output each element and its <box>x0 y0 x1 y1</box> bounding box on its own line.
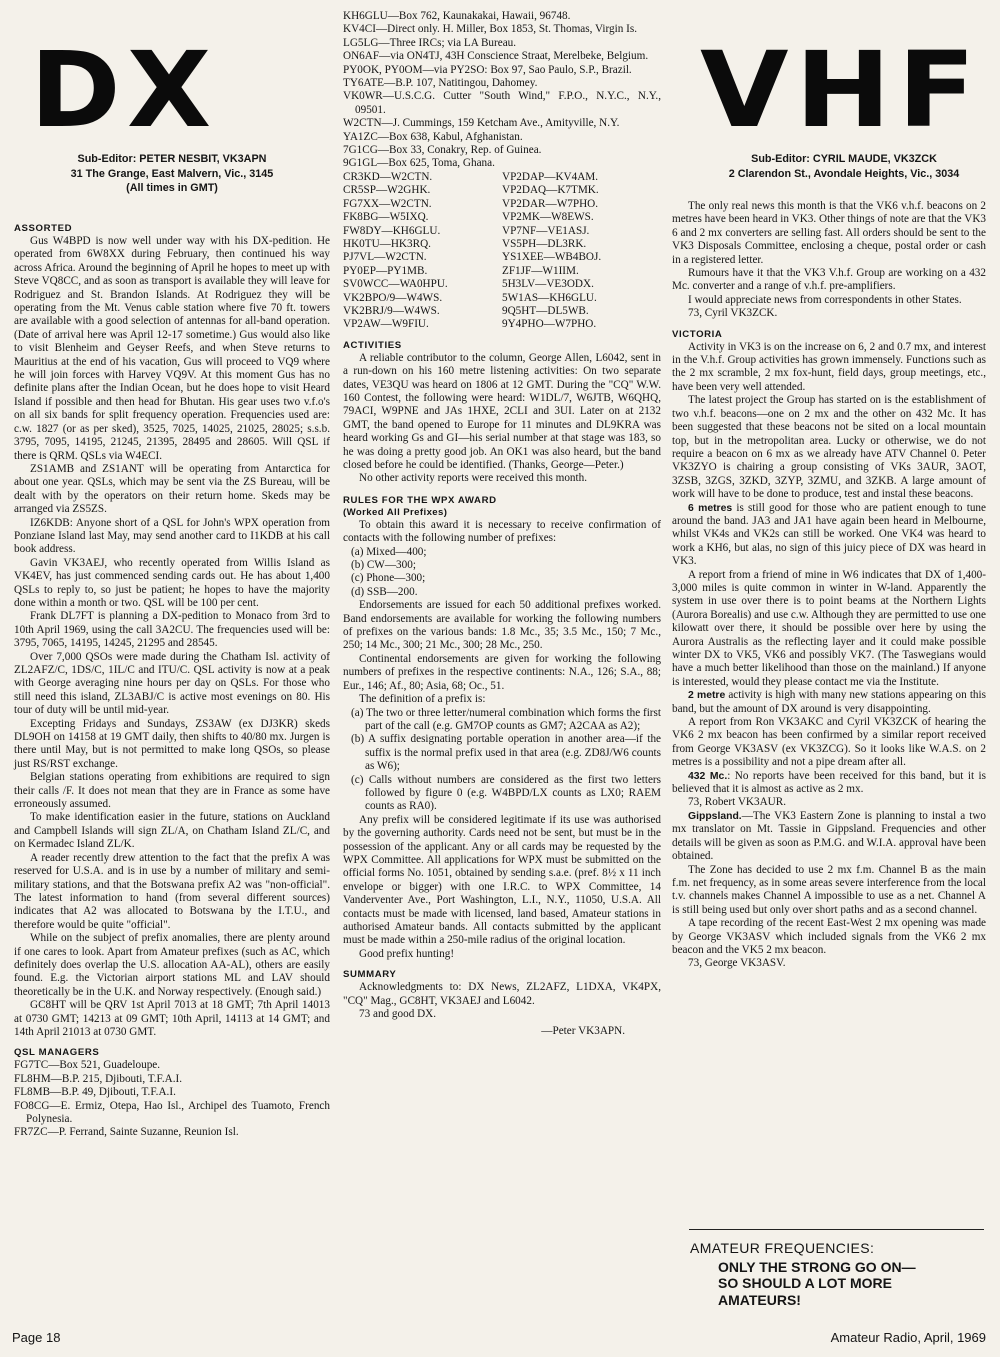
paragraph: A tape recording of the recent East-West 2 mx opening was made by George VK3ASV which included signals from the VK6 2 mx beacon and the VK5 2 mx beacon. <box>672 917 986 956</box>
paragraph: Endorsements are issued for each 50 additional prefixes worked. Band endorsements are available for working the following numbers of prefixes on the various bands: 1.8 Mc., 35; 3.5 Mc., 150; 7 Mc., 250; 14 Mc., 300; 21 Mc., 300; 28 Mc., 250. <box>343 599 661 652</box>
wpx-list-item: (d) SSB—200. <box>351 585 418 598</box>
qsl-pair-right: VP2DAP—KV4AM. <box>502 170 599 183</box>
paragraph: Gavin VK3AEJ, who recently operated from Willis Island as VK4EV, has just commenced sending cards out. He has about 1,400 QSLs to reply to, so just be patient; he hopes to have the majority done within a month or two. QSL will be 100 per cent. <box>14 556 330 609</box>
assorted-heading: ASSORTED <box>14 223 73 234</box>
qsl-pair-row <box>343 225 661 238</box>
qsl-pair-row <box>343 251 661 264</box>
paragraph: The Zone has decided to use 2 mx f.m. Channel B as the main f.m. net frequency, as in some areas severe interference from the local t.v. channels makes Channel A impossible to use as a net. Channel A is still being used but only over short paths and as a second channel. <box>672 863 986 916</box>
qsl-pair-row <box>343 265 661 278</box>
vhf-column <box>672 200 986 971</box>
paragraph: The only real news this month is that the VK6 v.h.f. beacons on 2 metres have been heard in VK3. Other things of note are that the VK3 6 and 2 mx converters are selling fast. All orders should be sent to the VK3 Disposals Committee, enclosing a cheque, postal order or cash in a registered letter. <box>672 200 986 266</box>
paragraph: A report from Ron VK3AKC and Cyril VK3ZCK of hearing the VK6 2 mx beacon has been confirmed by a similar report received from George VK3ASV (ex VK3ZCG). So it looks like W.A.S. on 2 metres is a possibility and not a pipe dream after all. <box>672 716 986 769</box>
notice-line: AMATEURS! <box>718 1291 801 1308</box>
notice-body <box>690 1259 990 1309</box>
paragraph: The definition of a prefix is: <box>359 693 486 706</box>
paragraph: Rumours have it that the VK3 V.h.f. Group are working on a 432 Mc. converter and a range of v.h.f. pre-amplifiers. <box>672 267 986 293</box>
notice-heading: AMATEUR FREQUENCIES: <box>690 1240 875 1256</box>
qsl-pair-row <box>343 278 661 291</box>
qsl-entry: FR7ZC—P. Ferrand, Sainte Suzanne, Reunion Isl. <box>14 1126 239 1139</box>
wpx-definition: (c) Calls without numbers are considered as the first two letters followed by figure 0 (e.g. W4BPD/LX counts as LX0; RAEM counts as RA0). <box>351 773 661 813</box>
qsl-pair-left: SV0WCC—WA0HPU. <box>343 278 448 291</box>
qsl-entry: VK0WR—U.S.C.G. Cutter "South Wind," F.P.O., N.Y.C., N.Y., 09501. <box>343 90 661 116</box>
qsl-entry: W2CTN—J. Cummings, 159 Ketcham Ave., Amityville, N.Y. <box>343 117 620 130</box>
qsl-heading: QSL MANAGERS <box>14 1047 100 1059</box>
paragraph: Activity in VK3 is on the increase on 6, 2 and 0.7 mx, and interest in the V.h.f. Group activities has grown immensely. Functions such as the 2 mx scramble, 2 mx fox-hunt, field days, group meetings, etc., have been very well attended. <box>672 340 986 393</box>
paragraph <box>672 689 986 716</box>
qsl-pair-left: FK8BG—W5IXQ. <box>343 211 429 224</box>
paragraph: ZS1AMB and ZS1ANT will be operating from Antarctica for about one year. QSLs, which may be sent via the ZS Bureau, will be dealt with by the operators on their return home. Skeds may be arranged via ZS5ZS. <box>14 462 330 516</box>
qsl-entry: 9G1GL—Box 625, Toma, Ghana. <box>343 157 495 170</box>
two-metre-lead: 2 metre <box>688 690 726 702</box>
paragraph: No other activity reports were received this month. <box>359 472 588 485</box>
wpx-definition: (a) The two or three letter/numeral combination which forms the first part of the call (e.g. GM7OP counts as GM7; A2CAA as A2); <box>351 706 661 732</box>
vhf-editor: Sub-Editor: CYRIL MAUDE, VK3ZCK <box>751 153 937 165</box>
mc432-text: : No reports have been received for this band, but it is believed that it is almost as active as 2 mx. <box>672 769 986 796</box>
vhf-title: VHF <box>700 29 983 151</box>
activities-heading: ACTIVITIES <box>343 339 402 351</box>
qsl-pair-row <box>343 318 661 331</box>
paragraph <box>672 810 986 864</box>
paragraph <box>672 502 986 569</box>
six-metres-lead: 6 metres <box>688 502 733 514</box>
vhf-address: 2 Clarendon St., Avondale Heights, Vic., 3034 <box>728 167 960 180</box>
dx-editor: Sub-Editor: PETER NESBIT, VK3APN <box>77 153 267 165</box>
notice-line: SO SHOULD A LOT MORE <box>718 1275 892 1291</box>
qsl-pair-row <box>343 171 661 184</box>
qsl-entry: KH6GLU—Box 762, Kaunakakai, Hawaii, 96748. <box>343 10 571 22</box>
qsl-pair-left: VK2BRJ/9—W4WS. <box>343 304 440 317</box>
qsl-pair-left: PJ7VL—W2CTN. <box>343 251 427 264</box>
paragraph: Frank DL7FT is planning a DX-pedition to Monaco from 3rd to 10th April 1969, using the call 3A2CU. The frequencies used will be: 3795, 7065, 14195, 14245, 21295 and 28545. <box>14 610 330 650</box>
qsl-list <box>14 1059 330 1139</box>
qsl-pair-left: VP2AW—W9FIU. <box>343 318 429 331</box>
qsl-pair-row <box>343 198 661 211</box>
paragraph: To make identification easier in the future, stations on Auckland and Campbell Islands will sign ZL/A, on Chatham Island ZL/C, and on Kermadec Island ZL/K. <box>14 811 330 851</box>
paragraph: The latest project the Group has started on is the establishment of two v.h.f. beacons—one on 2 mx and the other on 432 Mc. It has been suggested that these beacons not be sited on a local mountain top, but in the metropolitan area. Lucky or otherwise, we do not require a beacon on 6 mx as we already have ATV Channel 0. Peter VK3ZYO is chairing a group consisting of VKs 3AUR, 3AOT, 3ZSB, 3ZGS, 3ZKD, 3ZYP, 3ZMU, and 3ZKB. A large amount of work will have to be done to produce, test and instal these beacons. <box>672 394 986 501</box>
paragraph: Gus W4BPD is now well under way with his DX-pedition. He operated from 6W8XX during February, then continued his way across Africa. Around the beginning of April he hopes to meet up with Steve VQ8CC, and as soon as transport is available they will leave for Rodriguez and St. Brandon Islands. At Rodriguez they will be operating from the Mt. Venus cable station where five 70 ft. towers are available with a good selection of antennas for all-band operation. (Date of arrival here was April 12-17 sometime.) Gus would also like to visit Blenheim and Geyser Reefs, and when Steve returns to Mauritius at the end of his vacation, Gus will proceed to VQ9 where he will join forces with Harvey VQ9V. At this moment Gus has no definite plans after the Indian Ocean, but he does hope to visit Heard Island if possible and then head for Bhutan. His gear uses two v.f.o's on all six bands for split frequency operation. Frequencies used are: c.w. 1827 (or as per sked), 3525, 7025, 14025, 21025, 28025; s.s.b. 3795, 7095, 14195, 21245, 21395, 28495 and 28605. Will QSL if there is QRM. QSLs via W4ECI. <box>14 235 330 462</box>
qsl-entry: 7G1CG—Box 33, Conakry, Rep. of Guinea. <box>343 144 542 157</box>
gippsland-lead: Gippsland. <box>688 810 742 822</box>
amateur-frequencies-notice <box>690 1240 990 1308</box>
victoria-heading: VICTORIA <box>672 328 723 340</box>
qsl-pair-right: 5H3LV—VE3ODX. <box>502 278 594 291</box>
dx-column-1 <box>14 218 330 1140</box>
qsl-entry: LG5LG—Three IRCs; via LA Bureau. <box>343 36 517 49</box>
wpx-subheading: (Worked All Prefixes) <box>343 506 448 518</box>
qsl-pair-right: 5W1AS—KH6GLU. <box>502 291 597 304</box>
paragraph: 73 and good DX. <box>359 1008 437 1021</box>
qsl-pair-left: PY0EP—PY1MB. <box>343 264 428 277</box>
qsl-entry: PY0OK, PY0OM—via PY2SO: Box 97, Sao Paulo, S.P., Brazil. <box>343 63 632 76</box>
dx-times: (All times in GMT) <box>126 182 218 194</box>
wpx-definition: (b) A suffix designating portable operation in another area—if the suffix is the normal prefix used in that area (e.g. ZD8J/W6 counts as W6); <box>351 733 661 773</box>
qsl-pair-left: HK0TU—HK3RQ. <box>343 237 431 250</box>
wpx-list-item: (b) CW—300; <box>351 559 416 572</box>
paragraph: Over 7,000 QSOs were made during the Chatham Isl. activity of ZL2AFZ/C, 1DS/C, 1IL/C and ITU/C. QSL activity is now at a peak with George averaging nine hours per day on QSLs. For those who still need this island, ZL3ABJ/C is active most evenings on 80. His tour of duty will be until mid-year. <box>14 650 330 717</box>
qsl-list-continued <box>343 10 661 171</box>
paragraph: Continental endorsements are given for working the following numbers of prefixes in the respective continents: N.A., 126; S.A., 88; Eur., 146; Af., 80; Asia, 68; Oc., 51. <box>343 652 661 692</box>
qsl-entry: FO8CG—E. Ermiz, Otepa, Hao Isl., Archipel des Tuamoto, French Polynesia. <box>14 1099 330 1125</box>
publication-line: Amateur Radio, April, 1969 <box>830 1330 986 1345</box>
qsl-entry: TY6ATE—B.P. 107, Natitingou, Dahomey. <box>343 77 538 90</box>
signature: 73, Robert VK3AUR. <box>688 796 786 809</box>
qsl-pair-row <box>343 292 661 305</box>
wpx-list-item: (a) Mixed—400; <box>351 545 427 558</box>
dx-address: 31 The Grange, East Malvern, Vic., 3145 <box>70 167 274 180</box>
qsl-pair-left: FW8DY—KH6GLU. <box>343 224 441 237</box>
qsl-pair-row <box>343 238 661 251</box>
vhf-masthead <box>694 152 994 181</box>
qsl-pair-right: VP2MK—W8EWS. <box>502 211 594 224</box>
qsl-pair-right: VP2DAR—W7PHO. <box>502 197 599 210</box>
qsl-pair-right: VP7NF—VE1ASJ. <box>502 224 590 237</box>
qsl-pair-right: VS5PH—DL3RK. <box>502 237 587 250</box>
dx-signoff: —Peter VK3APN. <box>541 1025 625 1038</box>
paragraph: Any prefix will be considered legitimate if its use was authorised by the governing authority. Cards need not be sent, but must be in the possession of the applicant. Any or all cards may be requested by the WPX Committee. All applications for WPX must be submitted on the official forms No. 1051, obtained by sending s.a.e. (pref. 8½ x 11 inch envelope or bigger) with one I.R.C. to WPX Committee, 14 Vanderventer Ave., Port Washington, L.I., N.Y., 11050, U.S.A. All contacts must be made with licensed, land based, Amateur stations in authorised Amateur bands. All contacts submitted by the applicant must be made within a 250-mile radius of the original location. <box>343 813 661 947</box>
six-metres-text: is still good for those who are patient enough to tune around the band. JA3 and JA1 have again been heard in Melbourne, whilst VK4s and VK2s can still be worked. One VK4 was heard to work a KH6, but alas, no sign of this juicy piece of DX was heard in VK3. <box>672 501 986 568</box>
qsl-entry: YA1ZC—Box 638, Kabul, Afghanistan. <box>343 130 523 143</box>
paragraph: Good prefix hunting! <box>359 947 455 960</box>
paragraph: A reader recently drew attention to the fact that the prefix A was reserved for U.S.A. and is in use by a number of military and semi-military stations, and that the Botswana prefix A2 was "non-official". The latest information to hand (from several different sources) indicates that A2 was allocated to Botswana by the I.T.U., and therefore would be quite "official". <box>14 851 330 931</box>
page-number: Page 18 <box>12 1330 61 1345</box>
qsl-pair-right: 9Q5HT—DL5WB. <box>502 304 589 317</box>
qsl-pair-right: 9Y4PHO—W7PHO. <box>502 318 597 331</box>
qsl-pair-left: CR3KD—W2CTN. <box>343 170 433 183</box>
paragraph: Belgian stations operating from exhibitions are required to sign their calls /F. It does not mean that they are in France as some have erroneously assumed. <box>14 771 330 811</box>
dx-title: DX <box>30 29 218 151</box>
qsl-pair-left: CR5SP—W2GHK. <box>343 184 431 197</box>
summary-heading: SUMMARY <box>343 969 397 981</box>
wpx-list-item: (c) Phone—300; <box>351 572 426 585</box>
paragraph: A reliable contributor to the column, George Allen, L6042, sent in a run-down on his 160 metre listening activities: On two separate dates, VE3QU was heard on 1806 at 12 GMT. During the "CQ" W.W. 160 Contest, the following were heard: W1DL/7, W6JTB, W6QHQ, 79ACI, W9PNE and JAs 1HXE, 2CLI and 3UI. Later on at 2132 GMT, the band opened to Europe for 11 minutes and DL9KRA was heard working Gs and GI—his serial number at that stage was 183, so he was doing a pretty good job. An OK1 was also heard, but the band closed before he could be identified. (Thanks, George—Peter.) <box>343 351 661 471</box>
mc432-lead: 432 Mc. <box>688 770 728 782</box>
paragraph <box>672 770 986 797</box>
qsl-pair-left: VK2BPO/9—W4WS. <box>343 291 443 304</box>
qsl-entry: FL8HM—B.P. 215, Djibouti, T.F.A.I. <box>14 1072 183 1085</box>
paragraph: A report from a friend of mine in W6 indicates that DX of 1,400-3,000 miles is quite common in winter in W-land. Apparently the system in use over there is to point beams at the Northern Lights (Aurora Borealis) and use c.w. Although they are permitted to use one kilowatt over there, it should be possible over here by using the Aurora Australis as the reflecting layer and it could make possible winter DX to VK5, VK6 and possibly VK7. (The Taswegians would have a much better likelihood than those on the mainland.) If anyone is interested, would they please contact me via the Institute. <box>672 568 986 688</box>
qsl-pair-left: FG7XX—W2CTN. <box>343 197 432 210</box>
qsl-entry: FG7TC—Box 521, Guadeloupe. <box>14 1059 161 1072</box>
paragraph: To obtain this award it is necessary to receive confirmation of contacts with the following number of prefixes: <box>343 518 661 545</box>
qsl-pair-right: ZF1JF—W1IIM. <box>502 264 579 277</box>
paragraph: Excepting Fridays and Sundays, ZS3AW (ex DJ3KR) skeds DL9OH on 14158 at 19 GMT daily, then shifts to 40/80 mx. Jurgen is there until May, but is not permitted to make long QSOs, so please just RS/RST exchange. <box>14 717 330 770</box>
qsl-pair-row <box>343 305 661 318</box>
paragraph: I would appreciate news from correspondents in other States. <box>688 293 962 306</box>
dx-column-2 <box>343 10 661 1039</box>
signature: 73, George VK3ASV. <box>688 957 786 970</box>
paragraph: While on the subject of prefix anomalies, there are plenty around if one cares to look. Apart from Amateur prefixes (such as AC, which definitely does overlap the U.S. allocation AA-AL), others are easily found. E.g. the Victorian airport stations ML and LAV should theoretically be in the U.K. and Norway respectively. (Enough said.) <box>14 932 330 998</box>
qsl-entry: FL8MB—B.P. 49, Djibouti, T.F.A.I. <box>14 1086 176 1099</box>
notice-line: ONLY THE STRONG GO ON— <box>718 1258 916 1275</box>
paragraph: Acknowledgments to: DX News, ZL2AFZ, L1DXA, VK4PX, "CQ" Mag., GC8HT, VK3AEJ and L6042. <box>343 981 661 1007</box>
qsl-entry: ON6AF—via ON4TJ, 43H Conscience Straat, Merelbeke, Belgium. <box>343 50 649 63</box>
qsl-pair-right: VP2DAQ—K7TMK. <box>502 184 599 197</box>
gippsland-text: —The VK3 Eastern Zone is planning to instal a two mx translator on Mt. Tassie in Gippsland. Frequencies and other details will be given as soon as P.M.G. and W.I.A. approval have been obtained. <box>672 809 986 863</box>
qsl-entry: KV4CI—Direct only. H. Miller, Box 1853, St. Thomas, Virgin Is. <box>343 23 637 36</box>
qsl-pair-right: YS1XEE—WB4BOJ. <box>502 251 602 264</box>
qsl-pair-row <box>343 211 661 224</box>
divider <box>689 1229 984 1230</box>
dx-masthead <box>14 152 330 196</box>
paragraph: GC8HT will be QRV 1st April 7013 at 18 GMT; 7th April 14013 at 0730 GMT; 14213 at 09 GMT; 10th April, 14113 at 14 GMT; and 14th April 21013 at 0730 GMT. <box>14 999 330 1038</box>
signature: 73, Cyril VK3ZCK. <box>688 307 778 320</box>
wpx-heading: RULES FOR THE WPX AWARD <box>343 494 497 506</box>
paragraph: IZ6KDB: Anyone short of a QSL for John's WPX operation from Ponziane Island last May, may send another card to I1KDB at his call book address. <box>14 516 330 556</box>
two-metre-text: activity is high with many new stations appearing on this band, but the amount of DX around is very disappointing. <box>672 689 986 715</box>
qsl-pair-row <box>343 184 661 197</box>
